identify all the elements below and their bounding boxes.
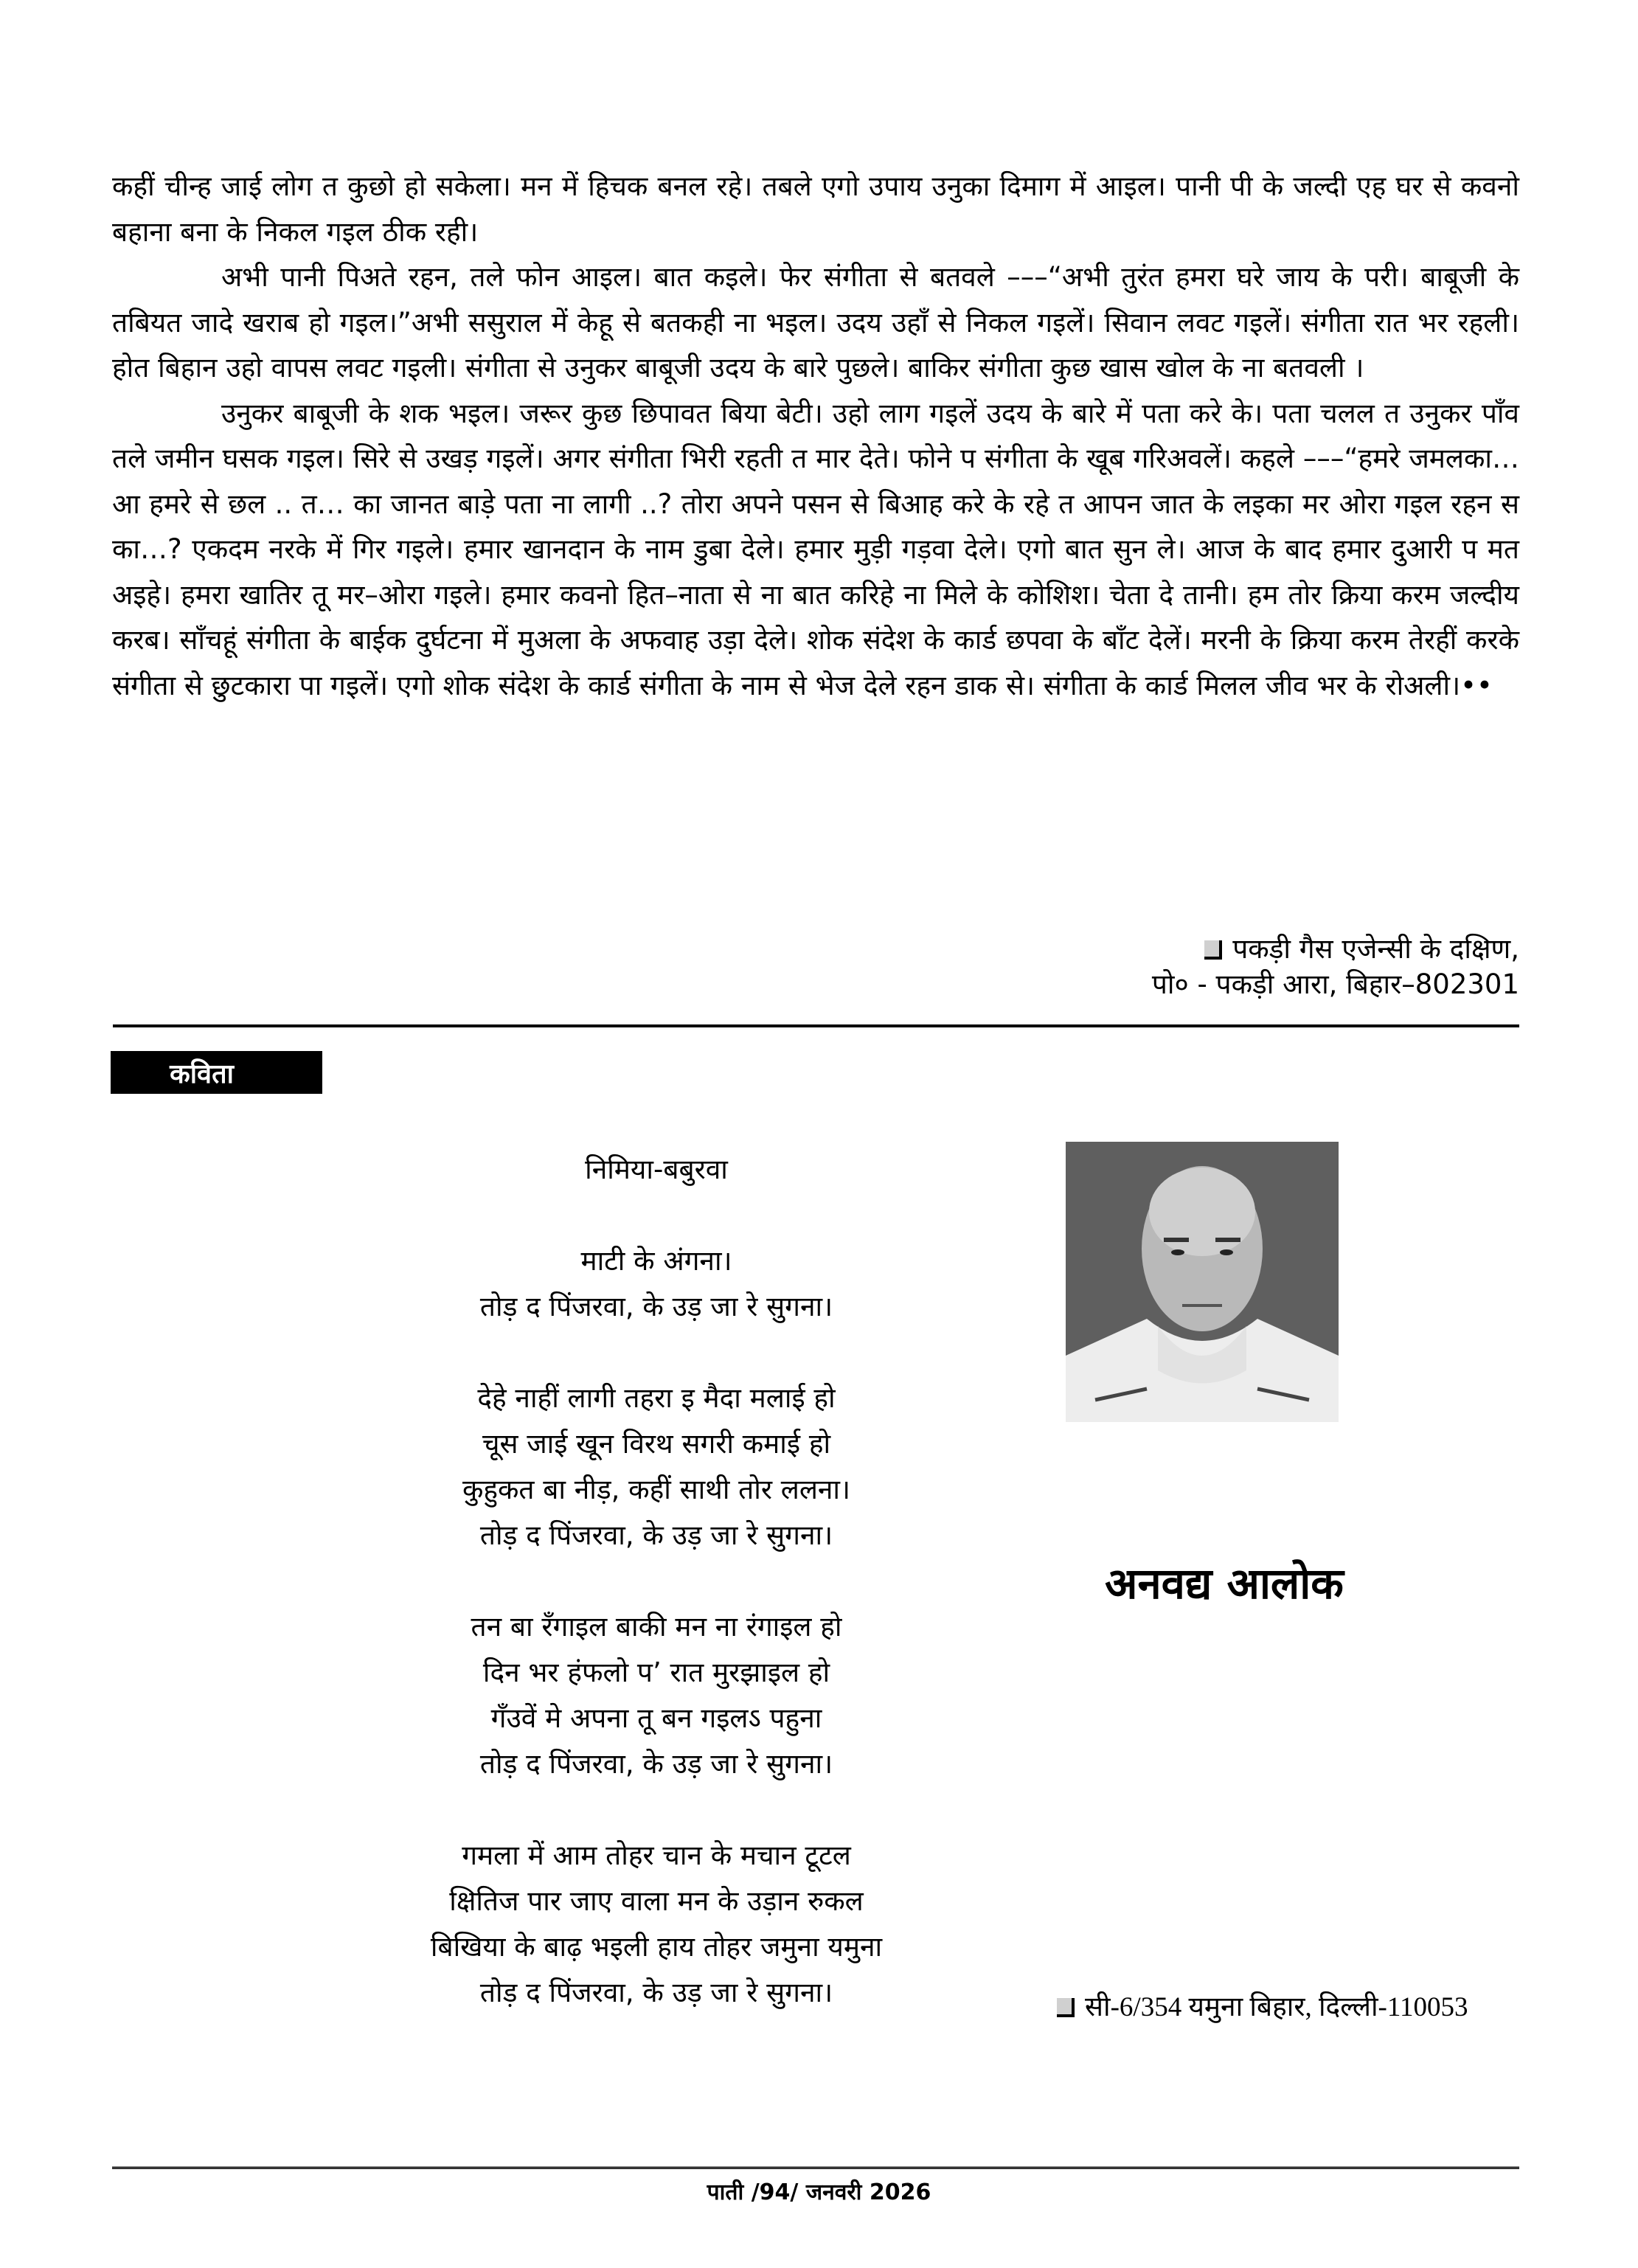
section-label-kavita: कविता	[111, 1051, 322, 1094]
portrait-icon	[1066, 1142, 1339, 1422]
poem-line: तोड़ द पिंजरवा, के उड़ जा रे सुगना।	[479, 1291, 833, 1322]
story-paragraph: अभी पानी पिअते रहन, तले फोन आइल। बात कइले। फेर संगीता से बतवले –––“अभी तुरंत हमरा घरे जाय के परी। बाबूजी के तबियत जादे खराब हो गइल।”अभी ससुराल में केहू से बतकही ना भइल। उदय उहाँ से निकल गइलें। सिवान लवट गइलें। संगीता रात भर रहली। होत बिहान उहो वापस लवट गइली। संगीता से उनुकर बाबूजी उदय के बारे पुछले। बाकिर संगीता कुछ खास खोल के ना बतवली ।	[112, 261, 1519, 384]
story-author-address	[1152, 932, 1519, 1002]
story-paragraph: उनुकर बाबूजी के शक भइल। जरूर कुछ छिपावत बिया बेटी। उहो लाग गइलें उदय के बारे में पता करे के। पता चलल त उनुकर पाँव तले जमीन घसक गइल। सिरे से उखड़ गइलें। अगर संगीता भिरी रहती त मार देते। फोने प संगीता के खूब गरिअवलें। कहले –––“हमरे जमलका…आ हमरे से छल .. त… का जानत बाड़े पता ना लागी ..? तोरा अपने पसन से बिआह करे के रहे त आपन जात के लइका मर ओरा गइल रहन स का…? एकदम नरके में गिर गइले। हमार खानदान के नाम डुबा देले। हमार मुड़ी गड़वा देले। एगो बात सुन ले। आज के बाद हमार दुआरी प मत अइहे। हमरा खातिर तू मर–ओरा गइले। हमार कवनो हित–नाता से ना बात करिहे ना मिले के कोशिश। चेता दे तानी। हम तोर क्रिया करम जल्दीय करब। साँचहूं संगीता के बाईक दुर्घटना में मुअला के अफवाह उड़ा देले। शोक संदेश के कार्ड छपवा के बाँट देलें। मरनी के क्रिया करम तेरहीं करके संगीता से छुटकारा पा गइलें। एगो शोक संदेश के कार्ड संगीता के नाम से भेज देले रहन डाक से। संगीता के कार्ड मिलल जीव भर के रोअली।••	[112, 397, 1519, 701]
story-paragraph: कहीं चीन्ह जाई लोग त कुछो हो सकेला। मन में हिचक बनल रहे। तबले एगो उपाय उनुका दिमाग में आइल। पानी पी के जल्दी एह घर से कवनो बहाना बना के निकल गइल ठीक रही।	[112, 170, 1519, 248]
poem-line: चूस जाई खून विरथ सगरी कमाई हो	[482, 1428, 831, 1460]
poem-line: तन बा रँगाइल बाकी मन ना रंगाइल हो	[471, 1611, 842, 1643]
poem-title: निमिया-बबुरवा	[585, 1154, 728, 1185]
poem-line: क्षितिज पार जाए वाला मन के उड़ान रुकल	[449, 1885, 864, 1917]
poem-line: देहे नाहीं लागी तहरा इ मैदा मलाई हो	[477, 1382, 836, 1414]
poem	[295, 1147, 1018, 2061]
poem-stanza	[295, 1833, 1018, 2016]
page-footer: पाती /94/ जनवरी 2026	[707, 2179, 931, 2205]
poem-line: कुहुकत बा नीड़, कहीं साथी तोर ललना।	[462, 1474, 851, 1505]
poem-stanza	[295, 1604, 1018, 1787]
poem-line: तोड़ द पिंजरवा, के उड़ जा रे सुगना।	[479, 1977, 833, 2008]
poem-line: तोड़ द पिंजरवा, के उड़ जा रे सुगना।	[479, 1519, 833, 1551]
poem-line: गमला में आम तोहर चान के मचान टूटल	[462, 1839, 851, 1871]
address-line-1: पकड़ी गैस एजेन्सी के दक्षिण,	[1152, 932, 1519, 967]
poet-portrait-photo	[1066, 1142, 1339, 1422]
poem-line: तोड़ द पिंजरवा, के उड़ जा रे सुगना।	[479, 1748, 833, 1780]
poem-line: बिखिया के बाढ़ भइली हाय तोहर जमुना यमुना	[430, 1931, 883, 1963]
poem-line: माटी के अंगना।	[580, 1245, 732, 1277]
square-bullet-icon	[1057, 1998, 1075, 2017]
poem-line: गँउवें मे अपना तू बन गइलऽ पहुना	[490, 1702, 822, 1734]
poet-address: सी-6/354 यमुना बिहार, दिल्ली-110053	[1057, 1986, 1468, 2024]
section-divider	[113, 1024, 1519, 1027]
poet-name: अनवद्य आलोक	[1105, 1558, 1344, 1609]
poem-line: दिन भर हंफलो प’ रात मुरझाइल हो	[482, 1657, 830, 1688]
address-line-2: पो० - पकड़ी आरा, बिहार–802301	[1151, 968, 1519, 1000]
poem-stanza	[295, 1238, 1018, 1330]
footer-divider	[112, 2166, 1519, 2169]
poem-stanza	[295, 1376, 1018, 1558]
square-bullet-icon	[1204, 940, 1222, 960]
story-body	[112, 164, 1519, 708]
